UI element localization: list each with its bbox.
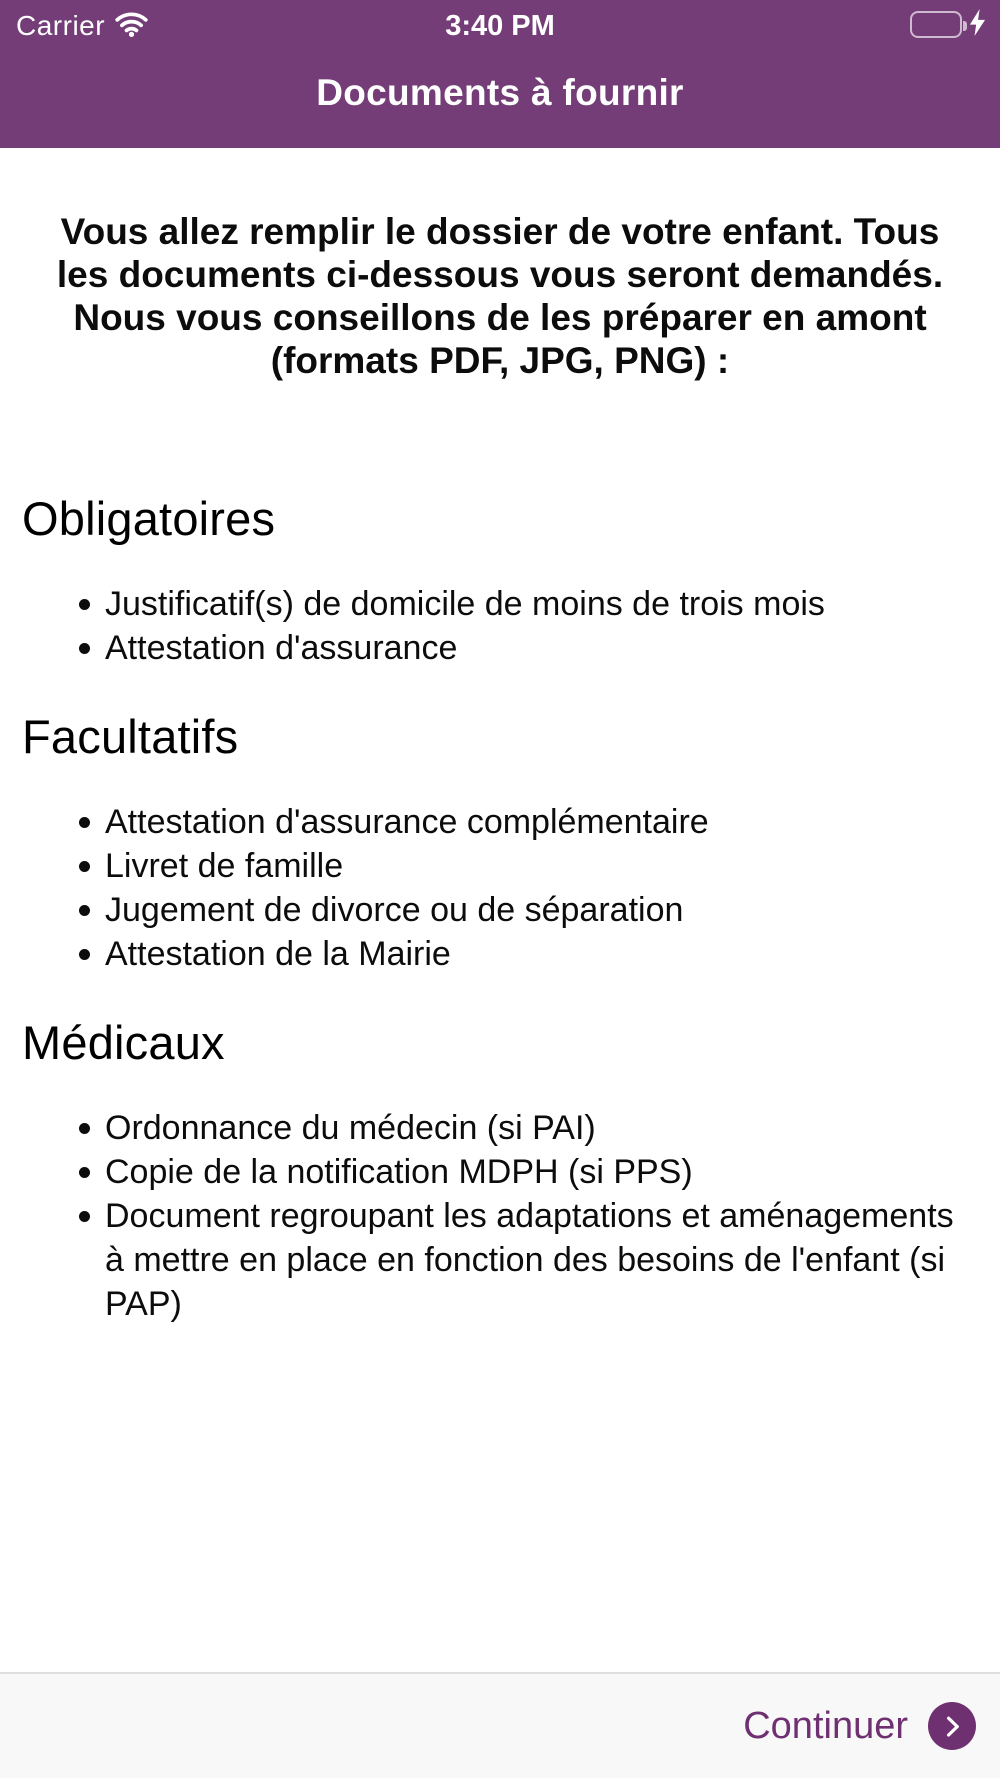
app-header: [0, 0, 1000, 148]
list-item: Livret de famille: [105, 844, 960, 888]
list-item: Jugement de divorce ou de séparation: [105, 888, 960, 932]
list-item: Ordonnance du médecin (si PAI): [105, 1106, 960, 1150]
list-item: Justificatif(s) de domicile de moins de trois mois: [105, 582, 960, 626]
section-title-medicaux: Médicaux: [22, 1016, 225, 1070]
battery-icon: [910, 11, 962, 38]
list-item: Document regroupant les adaptations et aménagements à mettre en place en fonction des besoins de l'enfant (si PAP): [105, 1194, 960, 1326]
section-title-facultatifs: Facultatifs: [22, 710, 239, 764]
list-item: Copie de la notification MDPH (si PPS): [105, 1150, 960, 1194]
list-medicaux: [0, 1106, 1000, 1326]
carrier-label: Carrier: [16, 10, 106, 41]
content-area: [0, 148, 1000, 1326]
list-item: Attestation de la Mairie: [105, 932, 960, 976]
charging-bolt-icon: [969, 9, 986, 41]
section-title-obligatoires: Obligatoires: [22, 492, 276, 545]
continue-button[interactable]: Continuer: [743, 1704, 908, 1747]
status-time: 3:40 PM: [445, 10, 555, 42]
chevron-right-icon: [937, 1711, 967, 1741]
list-obligatoires: [0, 582, 1000, 670]
status-bar: [0, 0, 1000, 46]
list-item: Attestation d'assurance: [105, 626, 960, 670]
page-title: Documents à fournir: [316, 72, 684, 113]
list-item: Attestation d'assurance complémentaire: [105, 800, 960, 844]
wifi-icon: [115, 12, 148, 42]
footer-bar: [0, 1672, 1000, 1778]
list-facultatifs: [0, 800, 1000, 976]
intro-text: Vous allez remplir le dossier de votre enfant. Tous les documents ci-dessous vous seront demandés. Nous vous conseillons de les préparer en amont (formats PDF, JPG, PNG) :: [56, 211, 944, 381]
continue-chevron-button[interactable]: [928, 1702, 976, 1750]
